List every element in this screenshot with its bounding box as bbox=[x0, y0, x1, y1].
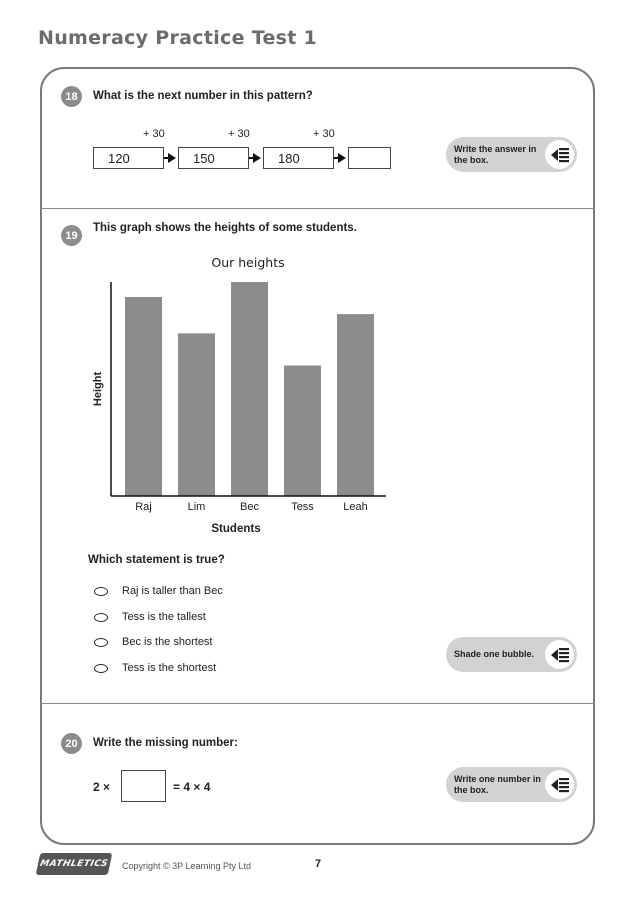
arrow-icon bbox=[334, 157, 344, 159]
question-18-number: 18 bbox=[61, 86, 82, 107]
arrow-icon bbox=[249, 157, 259, 159]
pencil-hand-icon bbox=[545, 140, 574, 169]
option-label: Tess is the shortest bbox=[122, 662, 217, 674]
bar-leah bbox=[337, 314, 374, 496]
pencil-hand-icon bbox=[545, 640, 574, 669]
equation-left: 2 × bbox=[93, 780, 111, 794]
answer-bubble[interactable] bbox=[94, 613, 108, 622]
bar-raj bbox=[125, 297, 162, 496]
instruction-pill-19 bbox=[446, 637, 577, 672]
answer-box-18[interactable] bbox=[348, 147, 391, 169]
question-20-text: Write the missing number: bbox=[93, 737, 238, 749]
x-tick-label: Bec bbox=[240, 501, 259, 513]
answer-bubble[interactable] bbox=[94, 638, 108, 647]
bar-lim bbox=[178, 333, 215, 496]
increment-label: + 30 bbox=[228, 128, 250, 140]
equation-right: = 4 × 4 bbox=[173, 780, 211, 794]
question-18-text: What is the next number in this pattern? bbox=[93, 90, 313, 102]
instruction-text: Shade one bubble. bbox=[454, 649, 535, 659]
option-2[interactable] bbox=[94, 611, 206, 623]
pencil-hand-icon bbox=[545, 770, 574, 799]
page-title: Numeracy Practice Test 1 bbox=[38, 27, 318, 49]
instruction-text: Write one number in the box. bbox=[454, 773, 541, 795]
option-label: Raj is taller than Bec bbox=[122, 585, 223, 597]
question-19-number: 19 bbox=[61, 225, 82, 246]
bar-tess bbox=[284, 365, 321, 496]
answer-bubble[interactable] bbox=[94, 664, 108, 673]
answer-bubble[interactable] bbox=[94, 587, 108, 596]
option-label: Bec is the shortest bbox=[122, 636, 213, 648]
section-divider bbox=[40, 208, 595, 209]
answer-box-20[interactable] bbox=[121, 770, 166, 802]
height-bar-chart bbox=[80, 248, 400, 543]
mathletics-logo bbox=[36, 853, 113, 875]
instruction-pill-20 bbox=[446, 767, 577, 802]
bar-bec bbox=[231, 282, 268, 496]
instruction-pill-18 bbox=[446, 137, 577, 172]
sequence-term: 180 bbox=[263, 147, 334, 169]
question-19-text: This graph shows the heights of some students. bbox=[93, 222, 357, 234]
option-1[interactable] bbox=[94, 585, 223, 597]
section-divider bbox=[40, 703, 595, 704]
y-axis-label: Height bbox=[92, 371, 104, 407]
arrow-icon bbox=[164, 157, 174, 159]
sequence-term: 120 bbox=[93, 147, 164, 169]
x-tick-label: Raj bbox=[135, 501, 152, 513]
increment-label: + 30 bbox=[143, 128, 165, 140]
x-tick-label: Leah bbox=[343, 501, 368, 513]
logo-text: MATHLETICS bbox=[38, 859, 110, 869]
x-tick-label: Tess bbox=[291, 501, 314, 513]
x-axis-label: Students bbox=[211, 523, 261, 535]
option-4[interactable] bbox=[94, 662, 216, 674]
increment-label: + 30 bbox=[313, 128, 335, 140]
option-label: Tess is the tallest bbox=[122, 611, 206, 623]
option-3[interactable] bbox=[94, 636, 213, 648]
copyright-text: Copyright © 3P Learning Pty Ltd bbox=[122, 861, 252, 871]
sequence-term: 150 bbox=[178, 147, 249, 169]
page-number: 7 bbox=[315, 858, 322, 870]
question-20-number: 20 bbox=[61, 733, 82, 754]
question-19-prompt: Which statement is true? bbox=[88, 554, 225, 566]
instruction-text: Write the answer in the box. bbox=[454, 143, 537, 165]
x-tick-label: Lim bbox=[187, 501, 206, 513]
chart-title: Our heights bbox=[211, 255, 285, 270]
